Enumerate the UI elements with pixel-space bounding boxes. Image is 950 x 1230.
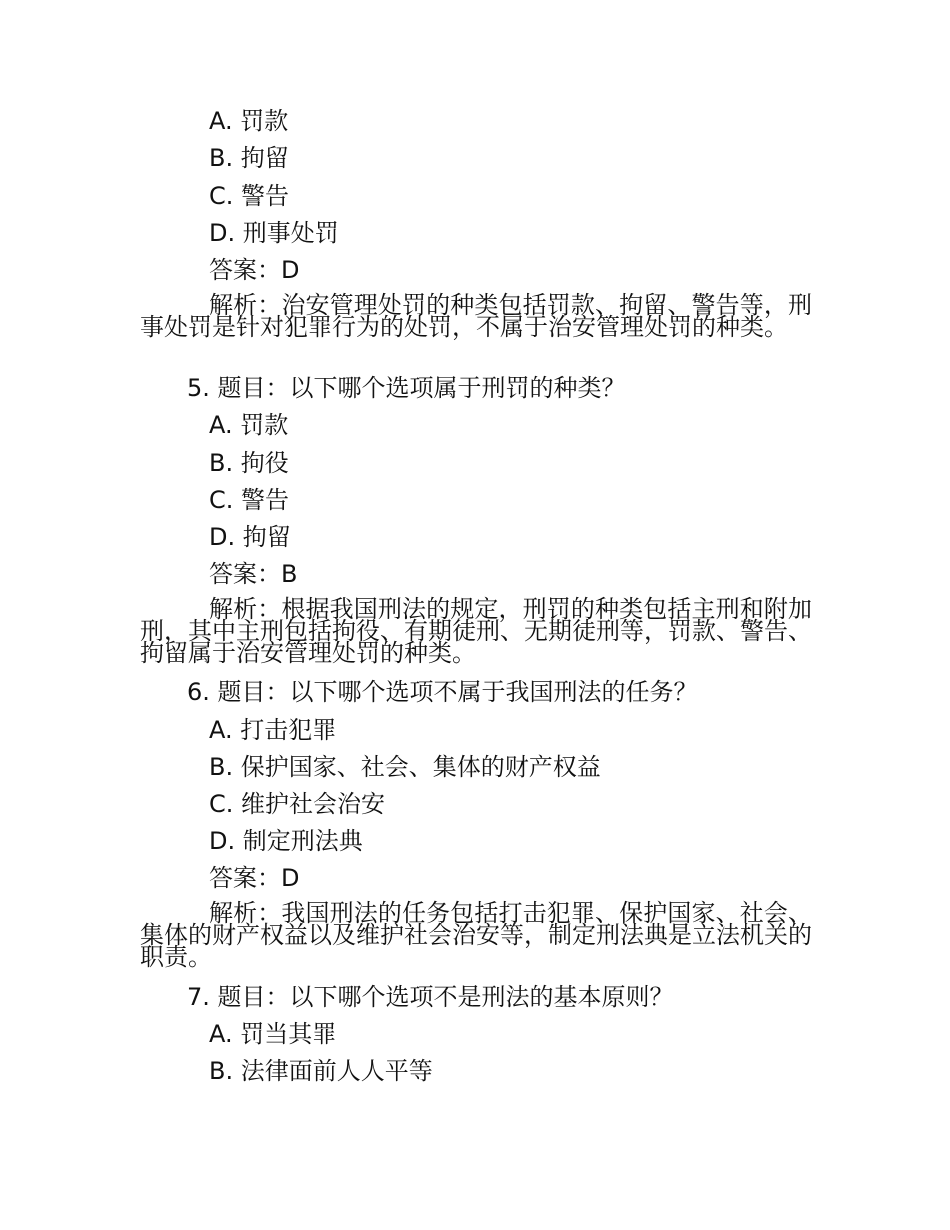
q5-title: 5. 题目：以下哪个选项属于刑罚的种类？: [187, 374, 626, 402]
q7-option-b: B. 法律面前人人平等: [209, 1057, 433, 1085]
q5-option-c: C. 警告: [209, 486, 290, 514]
q5-analysis: 解析：根据我国刑法的规定，刑罚的种类包括主刑和附加刑，其中主刑包括拘役、有期徒刑、无期徒刑等，罚款、警告、拘留属于治安管理处罚的种类。: [140, 595, 812, 667]
q6-option-c: C. 维护社会治安: [209, 790, 386, 818]
q4-option-b: B. 拘留: [209, 144, 289, 172]
q4-option-a: A. 罚款: [209, 107, 289, 135]
q5-option-d: D. 拘留: [209, 523, 291, 551]
q4-analysis: 解析：治安管理处罚的种类包括罚款、拘留、警告等，刑事处罚是针对犯罪行为的处罚，不属于治安管理处罚的种类。: [140, 291, 812, 341]
q6-option-d: D. 制定刑法典: [209, 827, 363, 855]
q5-answer: 答案：B: [209, 560, 298, 588]
q5-option-b: B. 拘役: [209, 449, 289, 477]
q6-option-b: B. 保护国家、社会、集体的财产权益: [209, 753, 601, 781]
q6-option-a: A. 打击犯罪: [209, 716, 337, 744]
q6-answer: 答案：D: [209, 864, 300, 892]
q7-option-a: A. 罚当其罪: [209, 1020, 337, 1048]
q6-analysis: 解析：我国刑法的任务包括打击犯罪、保护国家、社会、集体的财产权益以及维护社会治安等，制定刑法典是立法机关的职责。: [140, 899, 812, 971]
q7-title: 7. 题目：以下哪个选项不是刑法的基本原则？: [187, 983, 674, 1011]
q4-answer: 答案：D: [209, 256, 300, 284]
q4-option-c: C. 警告: [209, 182, 290, 210]
q6-title: 6. 题目：以下哪个选项不属于我国刑法的任务？: [187, 678, 698, 706]
q4-option-d: D. 刑事处罚: [209, 219, 339, 247]
q5-option-a: A. 罚款: [209, 411, 289, 439]
